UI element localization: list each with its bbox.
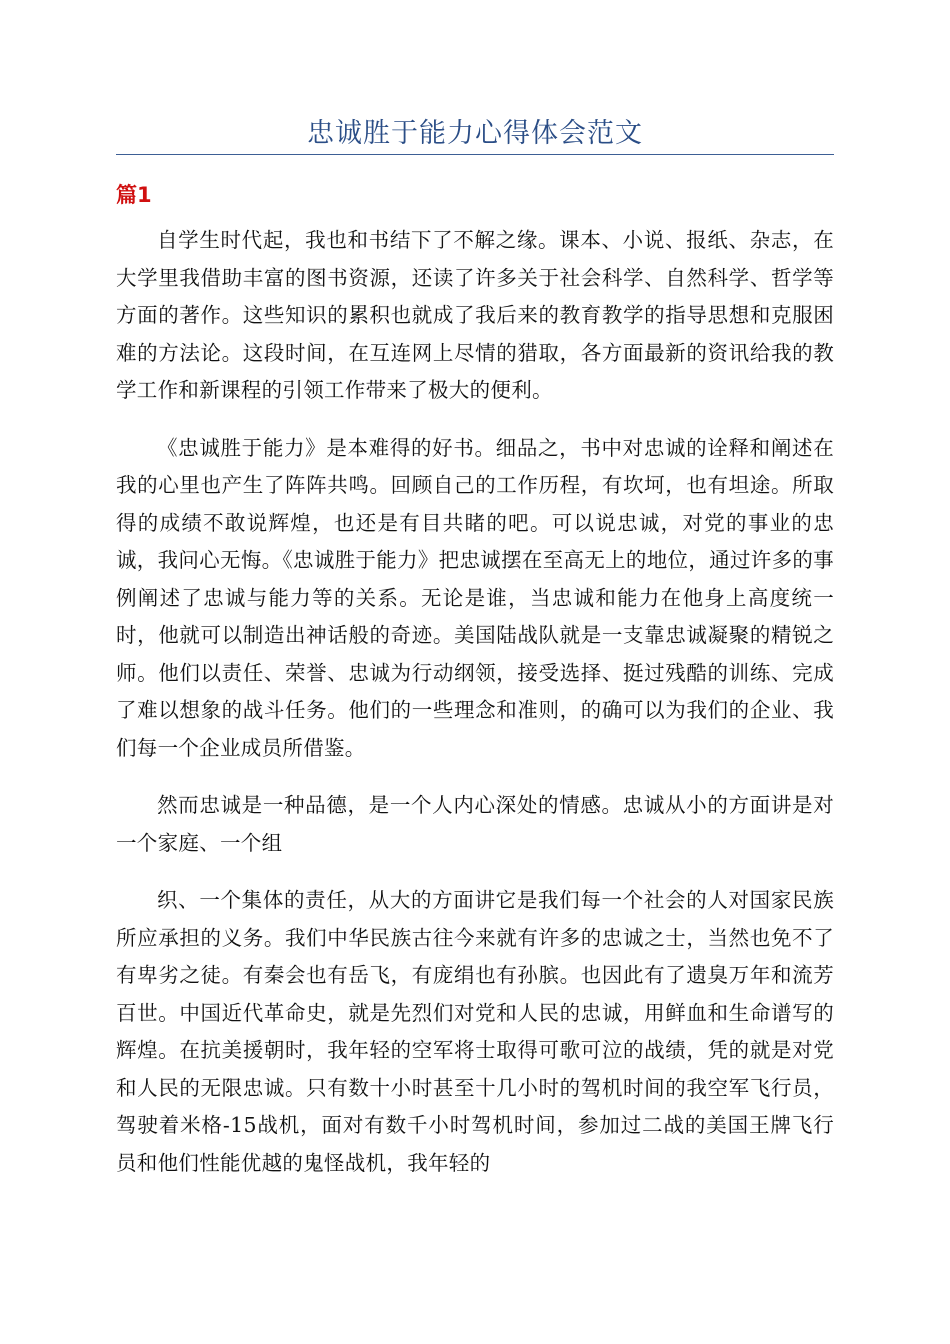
document-body [116, 222, 834, 1202]
title-underline [116, 154, 834, 155]
section-heading: 篇1 [116, 183, 152, 207]
paragraph-3: 然而忠诚是一种品德，是一个人内心深处的情感。忠诚从小的方面讲是对一个家庭、一个组 [116, 793, 834, 855]
paragraph-1: 自学生时代起，我也和书结下了不解之缘。课本、小说、报纸、杂志，在大学里我借助丰富的图书资源，还读了许多关于社会科学、自然科学、哲学等方面的著作。这些知识的累积也就成了我后来的教育教学的指导思想和克服困难的方法论。这段时间，在互连网上尽情的猎取，各方面最新的资讯给我的教学工作和新课程的引领工作带来了极大的便利。 [116, 228, 834, 402]
paragraph-2: 《忠诚胜于能力》是本难得的好书。细品之，书中对忠诚的诠释和阐述在我的心里也产生了阵阵共鸣。回顾自己的工作历程，有坎坷，也有坦途。所取得的成绩不敢说辉煌，也还是有目共睹的吧。可以说忠诚，对党的事业的忠诚，我问心无悔。《忠诚胜于能力》把忠诚摆在至高无上的地位，通过许多的事例阐述了忠诚与能力等的关系。无论是谁，当忠诚和能力在他身上高度统一时，他就可以制造出神话般的奇迹。美国陆战队就是一支靠忠诚凝聚的精锐之师。他们以责任、荣誉、忠诚为行动纲领，接受选择、挺过残酷的训练、完成了难以想象的战斗任务。他们的一些理念和准则，的确可以为我们的企业、我们每一个企业成员所借鉴。 [116, 435, 834, 760]
document-title: 忠诚胜于能力心得体会范文 [307, 118, 643, 149]
paragraph-4: 织、一个集体的责任，从大的方面讲它是我们每一个社会的人对国家民族所应承担的义务。我们中华民族古往今来就有许多的忠诚之士，当然也免不了有卑劣之徒。有秦会也有岳飞，有庞绢也有孙膑。也因此有了遗臭万年和流芳百世。中国近代革命史，就是先烈们对党和人民的忠诚，用鲜血和生命谱写的辉煌。在抗美援朝时，我年轻的空军将士取得可歌可泣的战绩，凭的就是对党和人民的无限忠诚。只有数十小时甚至十几小时的驾机时间的我空军飞行员，驾驶着米格-15战机，面对有数千小时驾机时间，参加过二战的美国王牌飞行员和他们性能优越的鬼怪战机，我年轻的 [116, 888, 834, 1175]
